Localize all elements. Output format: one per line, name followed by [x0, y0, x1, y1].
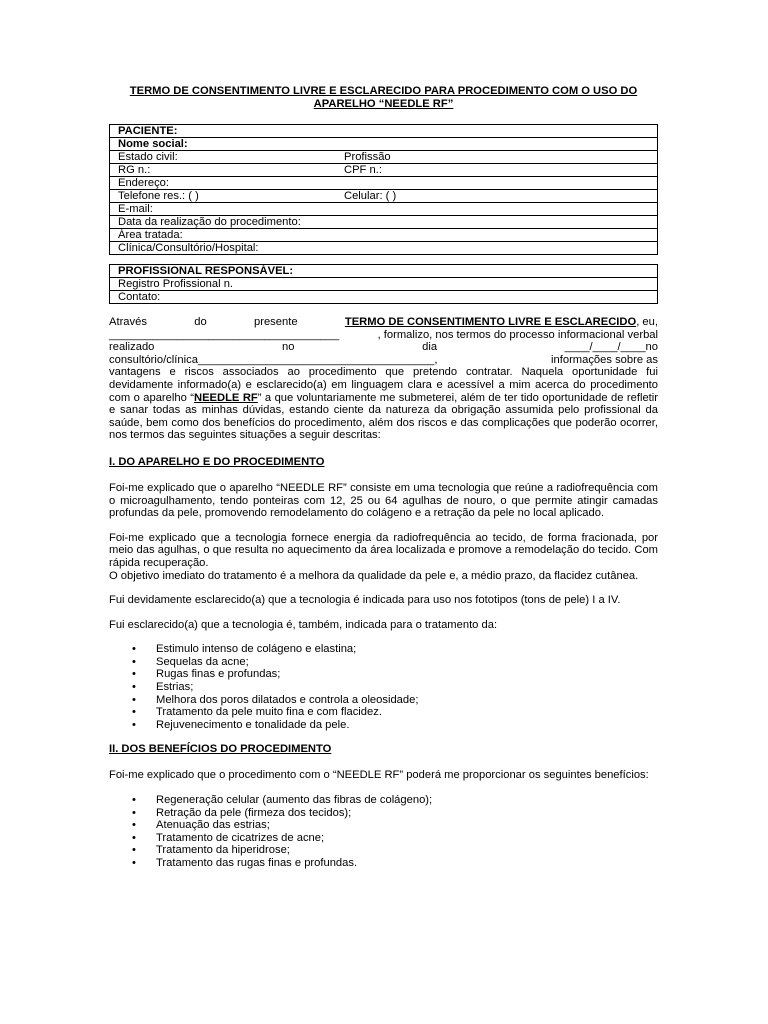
section-1-heading: I. DO APARELHO E DO PROCEDIMENTO [109, 455, 325, 468]
intro-line-2 [109, 329, 658, 342]
intro-rest [109, 366, 658, 442]
list-item: • Estimulo intenso de colágeno e elastina; [156, 643, 658, 656]
section-1-paragraph-5: Fui esclarecido(a) que a tecnologia é, também, indicada para o tratamento da: [109, 618, 498, 631]
intro-word: do [194, 316, 207, 328]
rg-field: RG n.: [118, 164, 151, 176]
mobile-phone-field: Celular: ( ) [344, 190, 397, 202]
intro-line-1 [109, 316, 658, 329]
section-1-paragraph-4: Fui devidamente esclarecido(a) que a tecnologia é indicada para uso nos fototipos (tons de pele) I a IV. [109, 594, 621, 607]
list-item: • Rugas finas e profundas; [156, 668, 658, 681]
intro-word: realizado [109, 341, 155, 354]
list-item: • Atenuação das estrias; [156, 819, 658, 832]
document-title: TERMO DE CONSENTIMENTO LIVRE E ESCLARECIDO PARA PROCEDIMENTO COM O USO DO APARELHO “NEEDLE RF” [129, 85, 638, 110]
intro-term-line [345, 316, 658, 329]
indications-list [109, 643, 658, 731]
document-page [109, 85, 658, 870]
clinic-field: Clínica/Consultório/Hospital: [110, 242, 658, 255]
cpf-field: CPF n.: [344, 164, 382, 176]
registration-field: Registro Profissional n. [110, 278, 658, 291]
professional-header: PROFISSIONAL RESPONSÁVEL: [110, 265, 658, 278]
intro-word: dia [422, 341, 438, 354]
intro-line-4 [109, 354, 658, 367]
list-item: • Tratamento da hiperidrose; [156, 844, 658, 857]
intro-line-3 [109, 341, 658, 354]
patient-header: PACIENTE: [110, 125, 658, 138]
intro-paragraph [109, 316, 658, 442]
section-1-paragraph-1: Foi-me explicado que o aparelho “NEEDLE RF” consiste em uma tecnologia que reúne a radiofrequência com o microagulhamento, tendo ponteiras com 12, 25 ou 64 agulhas de nouro, o que permite atingir camadas profundas da pele, promovendo remodelamento do colágeno e a retração da pele no local aplicado. [109, 481, 658, 520]
list-item: • Melhora dos poros dilatados e controla a oleosidade; [156, 694, 658, 707]
list-item: • Retração da pele (firmeza dos tecidos); [156, 807, 658, 820]
profession-field: Profissão [344, 151, 391, 163]
treated-area-field: Área tratada: [110, 229, 658, 242]
home-phone-field: Telefone res.: ( ) [118, 190, 199, 202]
civil-status-field: Estado civil: [118, 151, 178, 163]
intro-word: no [282, 341, 295, 354]
list-item: • Regeneração celular (aumento das fibras de colágeno); [156, 794, 658, 807]
section-1-paragraph-3: O objetivo imediato do tratamento é a melhora da qualidade da pele e, a médio prazo, da flacidez cutânea. [109, 569, 639, 582]
name-blank: _____________________________________ [109, 328, 340, 341]
intro-word: presente [254, 316, 298, 328]
procedure-date-field: Data da realização do procedimento: [110, 216, 658, 229]
intro-line-2-text: , formalizo, nos termos do processo informacional verbal [377, 328, 658, 341]
intro-word: informações sobre as [551, 353, 658, 366]
patient-table [109, 124, 658, 255]
consent-term-emphasis: TERMO DE CONSENTIMENTO LIVRE E ESCLARECIDO [344, 316, 637, 328]
list-item: • Rejuvenecimento e tonalidade da pele. [156, 719, 658, 732]
social-name-field: Nome social: [110, 138, 658, 151]
intro-word: Através [109, 316, 147, 328]
rg-row [110, 164, 658, 177]
professional-table [109, 264, 658, 304]
email-field: E-mail: [110, 203, 658, 216]
list-item: • Sequelas da acne; [156, 656, 658, 669]
list-item: • Tratamento da pele muito fina e com flacidez. [156, 706, 658, 719]
needle-rf-emphasis: NEEDLE RF [193, 391, 258, 404]
intro-word: , eu, [636, 316, 658, 328]
date-blank: ____/____/____no [564, 341, 658, 354]
benefits-list [109, 794, 658, 870]
intro-text: vantagens e riscos associados ao procedimento que pretendo contratar. Naquela oportunidade fui devidamente informado(a) e esclarecido(a) em linguagem clara e acessível a mim acerca do procedimento com o aparelho “ [109, 366, 658, 404]
section-2-paragraph-1: Foi-me explicado que o procedimento com o “NEEDLE RF” poderá me proporcionar os seguintes benefícios: [109, 769, 649, 782]
address-field: Endereço: [110, 177, 658, 190]
phone-row [110, 190, 658, 203]
section-2-heading: II. DOS BENEFÍCIOS DO PROCEDIMENTO [109, 743, 332, 756]
contact-field: Contato: [110, 291, 658, 304]
civil-status-row [110, 151, 658, 164]
list-item: • Tratamento das rugas finas e profundas. [156, 857, 658, 870]
intro-text: ” a que voluntariamente me submeterei, além de ter tido oportunidade de refletir e sanar todas as minhas dúvidas, estando ciente da natureza da obrigação assumida pelo profissional da saúde, bem como dos benefícios do procedimento, além dos riscos e das complicações que poderão ocorrer, nos termos das seguintes situações a seguir descritas: [109, 391, 658, 442]
section-1-paragraph-2: Foi-me explicado que a tecnologia fornece energia da radiofrequência ao tecido, de forma fracionada, por meio das agulhas, o que resulta no aquecimento da área localizada e promove a remodelação do tecido. Com rápida recuperação. [109, 531, 658, 569]
list-item: • Estrias; [156, 681, 658, 694]
clinic-blank: consultório/clínica______________________________________, [109, 353, 438, 366]
list-item: • Tratamento de cicatrizes de acne; [156, 832, 658, 845]
